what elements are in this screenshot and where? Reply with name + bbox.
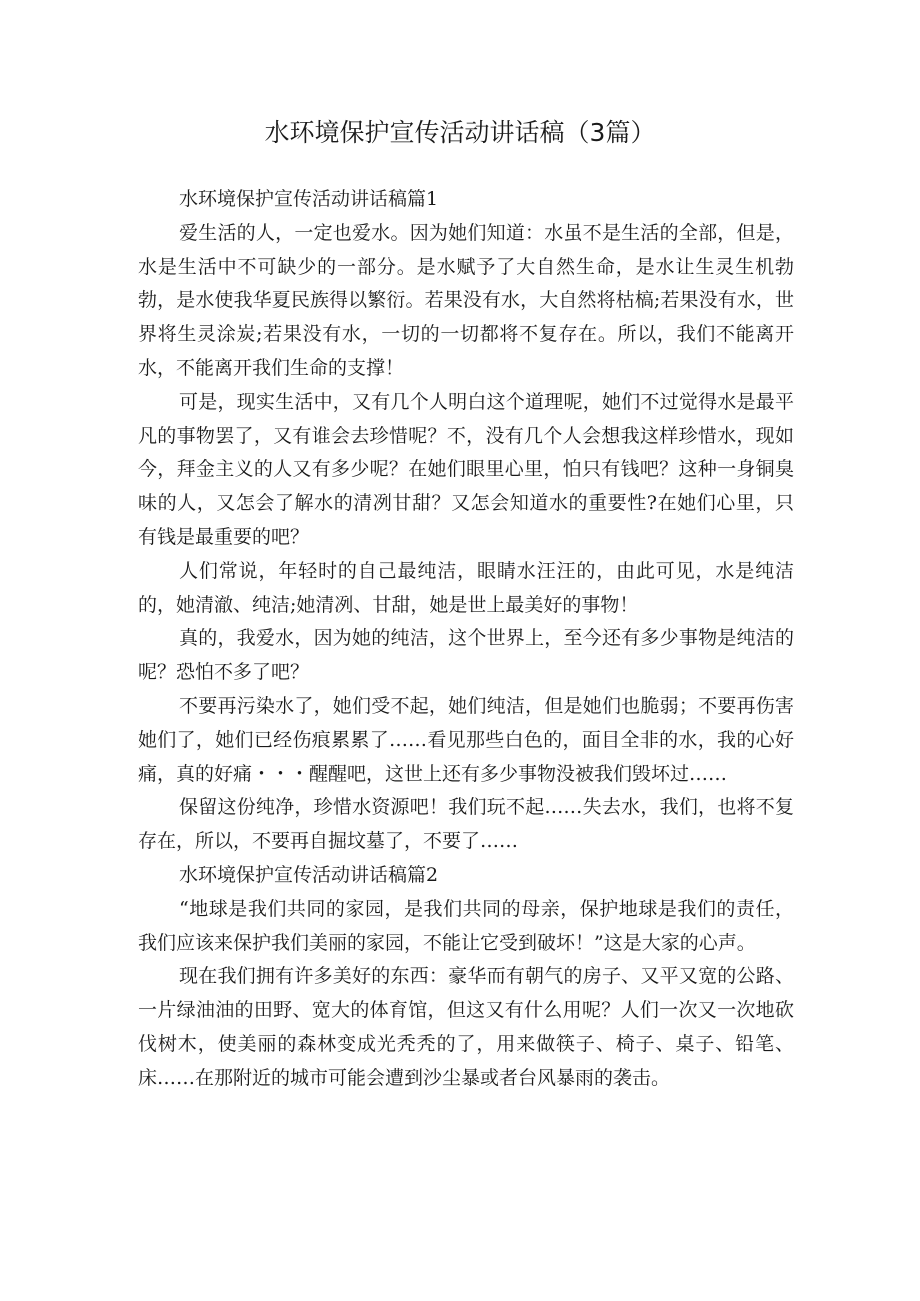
document-body — [138, 183, 794, 1096]
body-paragraph: 可是，现实生活中，又有几个人明白这个道理呢，她们不过觉得水是最平凡的事物罢了，又有谁会去珍惜呢？不，没有几个人会想我这样珍惜水，现如今，拜金主义的人又有多少呢？在她们眼里心里，怕只有钱吧？这种一身铜臭味的人，又怎会了解水的清冽甘甜？又怎会知道水的重要性?在她们心里，只有钱是最重要的吧？ — [138, 390, 794, 548]
body-paragraph: “地球是我们共同的家园，是我们共同的母亲，保护地球是我们的责任，我们应该来保护我们美丽的家园，不能让它受到破坏！”这是大家的心声。 — [138, 897, 794, 954]
body-paragraph: 现在我们拥有许多美好的东西：豪华而有朝气的房子、又平又宽的公路、一片绿油油的田野、宽大的体育馆，但这又有什么用呢？人们一次又一次地砍伐树木，使美丽的森林变成光秃秃的了，用来做筷子、椅子、桌子、铅笔、床……在那附近的城市可能会遭到沙尘暴或者台风暴雨的袭击。 — [138, 965, 794, 1089]
section-heading-1: 水环境保护宣传活动讲话稿篇1 — [179, 188, 439, 210]
section-heading-2: 水环境保护宣传活动讲话稿篇2 — [179, 863, 439, 886]
body-paragraph: 真的，我爱水，因为她的纯洁，这个世界上，至今还有多少事物是纯洁的呢？恐怕不多了吧？ — [138, 627, 794, 684]
body-paragraph: 保留这份纯净，珍惜水资源吧！我们玩不起……失去水，我们，也将不复存在，所以，不要再自掘坟墓了，不要了…… — [138, 796, 794, 853]
body-paragraph: 爱生活的人，一定也爱水。因为她们知道：水虽不是生活的全部，但是，水是生活中不可缺少的一部分。是水赋予了大自然生命，是水让生灵生机勃勃，是水使我华夏民族得以繁衍。若果没有水，大自然将枯槁;若果没有水，世界将生灵涂炭;若果没有水，一切的一切都将不复存在。所以，我们不能离开水，不能离开我们生命的支撑！ — [138, 221, 794, 379]
body-paragraph: 人们常说，年轻时的自己最纯洁，眼睛水汪汪的，由此可见，水是纯洁的，她清澈、纯洁;她清冽、甘甜，她是世上最美好的事物！ — [138, 559, 794, 616]
document-title: 水环境保护宣传活动讲话稿（3篇） — [264, 118, 656, 147]
body-paragraph: 不要再污染水了，她们受不起，她们纯洁，但是她们也脆弱；不要再伤害她们了，她们已经伤痕累累了……看见那些白色的，面目全非的水，我的心好痛，真的好痛・・・醒醒吧，这世上还有多少事物没被我们毁坏过…… — [138, 694, 794, 785]
